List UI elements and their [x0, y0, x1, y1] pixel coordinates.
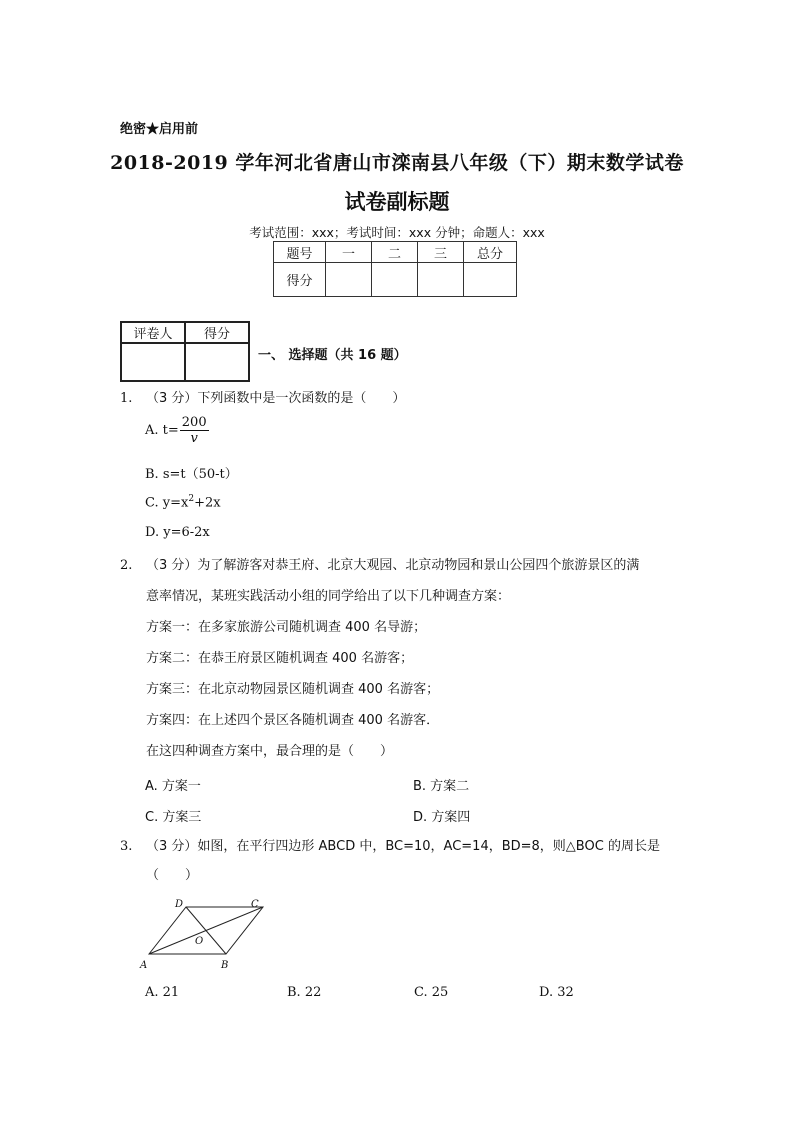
- option-a-text: A. t=: [145, 423, 179, 438]
- score-header-cell: 题号: [274, 242, 326, 263]
- score-cell[interactable]: [372, 263, 418, 297]
- diagonal-bd: [186, 907, 226, 954]
- score-header-cell: 总分: [464, 242, 517, 263]
- score-header-cell: 三: [418, 242, 464, 263]
- question-stem-line: （3 分）如图，在平行四边形 ABCD 中，BC=10，AC=14，BD=8，则△BOC 的周长是: [146, 839, 660, 854]
- question-number: 1.: [120, 391, 133, 406]
- score-header-cell: 一: [326, 242, 372, 263]
- option-b[interactable]: B. 22: [287, 985, 322, 1000]
- option-c[interactable]: C. 方案三: [145, 810, 202, 825]
- grader-header-cell: 得分: [185, 322, 249, 343]
- option-d[interactable]: D. 方案四: [413, 810, 471, 825]
- option-a[interactable]: A. 方案一: [145, 779, 201, 794]
- grader-cell[interactable]: [185, 343, 249, 381]
- vertex-label-b: B: [221, 960, 229, 971]
- fraction-denominator: v: [190, 431, 198, 446]
- point-label-o: O: [195, 936, 204, 947]
- fraction: [180, 415, 209, 446]
- exam-subtitle: 试卷副标题: [344, 189, 450, 214]
- question-number: 2.: [120, 558, 133, 573]
- question-stem-line: （ ）: [146, 868, 199, 883]
- score-table: [273, 241, 517, 297]
- exam-info: 考试范围：xxx；考试时间：xxx 分钟；命题人：xxx: [249, 225, 545, 240]
- grader-table: [120, 321, 250, 382]
- plan-line: 方案四：在上述四个景区各随机调查 400 名游客．: [146, 713, 440, 728]
- option-c-suffix: +2x: [194, 495, 221, 511]
- option-a[interactable]: A. 21: [145, 985, 180, 1000]
- fraction-numerator: 200: [181, 415, 207, 430]
- option-a[interactable]: [145, 415, 209, 446]
- score-header-cell: 二: [372, 242, 418, 263]
- score-row-label: 得分: [274, 263, 326, 297]
- question-ask: 在这四种调查方案中，最合理的是（ ）: [146, 744, 394, 759]
- option-d[interactable]: D. y=6-2x: [145, 525, 210, 540]
- plan-line: 方案二：在恭王府景区随机调查 400 名游客；: [146, 651, 414, 666]
- question-stem-line: 意率情况，某班实践活动小组的同学给出了以下几种调查方案：: [146, 589, 511, 604]
- option-c[interactable]: C. 25: [414, 985, 449, 1000]
- option-b[interactable]: B. s=t（50-t）: [145, 467, 238, 482]
- exam-title: 2018-2019 学年河北省唐山市滦南县八年级（下）期末数学试卷: [110, 152, 684, 174]
- option-b[interactable]: B. 方案二: [413, 779, 470, 794]
- score-cell[interactable]: [464, 263, 517, 297]
- parallelogram-figure: [138, 893, 273, 973]
- grader-header-cell: 评卷人: [121, 322, 185, 343]
- plan-line: 方案三：在北京动物园景区随机调查 400 名游客；: [146, 682, 440, 697]
- question-stem: （3 分）下列函数中是一次函数的是（ ）: [146, 391, 406, 406]
- confidential-label: 绝密★启用前: [120, 122, 199, 137]
- vertex-label-a: A: [140, 960, 148, 971]
- grader-cell[interactable]: [121, 343, 185, 381]
- option-c[interactable]: [145, 494, 221, 510]
- section-heading: 一、 选择题（共 16 题）: [258, 348, 407, 363]
- vertex-label-d: D: [175, 899, 184, 910]
- vertex-label-c: C: [251, 899, 259, 910]
- question-number: 3.: [120, 839, 133, 854]
- option-d[interactable]: D. 32: [539, 985, 574, 1000]
- score-cell[interactable]: [326, 263, 372, 297]
- plan-line: 方案一：在多家旅游公司随机调查 400 名导游；: [146, 620, 427, 635]
- option-c-text: C. y=x: [145, 495, 189, 511]
- question-stem-line: （3 分）为了解游客对恭王府、北京大观园、北京动物园和景山公园四个旅游景区的满: [146, 558, 640, 573]
- score-cell[interactable]: [418, 263, 464, 297]
- exponent: 2: [188, 494, 195, 504]
